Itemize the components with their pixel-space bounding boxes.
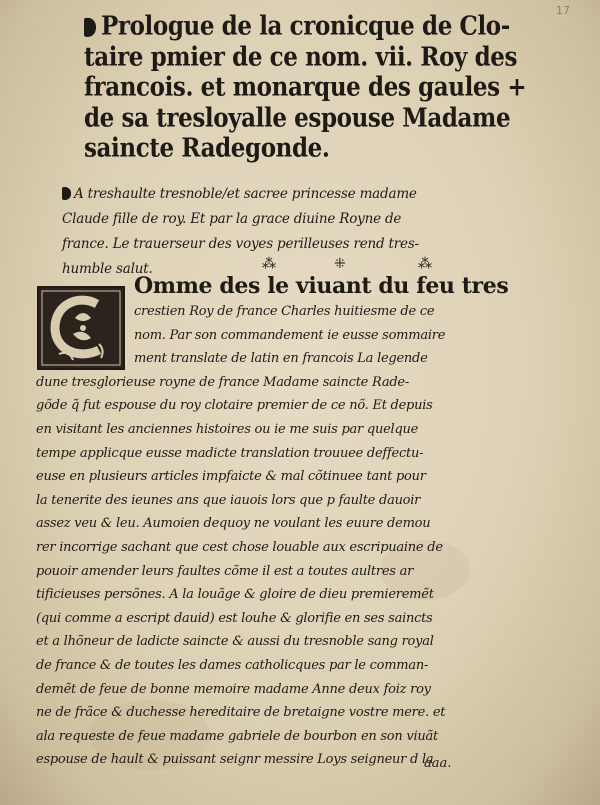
text-line: ment translate de latin en francois La legende <box>134 351 428 367</box>
text-line: en visitant les anciennes histoires ou ie me suis par quelque <box>36 421 419 437</box>
text-line: nom. Par son commandement ie eusse sommaire <box>134 327 446 343</box>
text-line: rer incorrige sachant que cest chose louable aux escripuaine de <box>36 539 443 555</box>
fleuron-icon: ⁂ <box>418 256 432 272</box>
fleuron-icon: ⁜ <box>334 256 346 272</box>
address-line: Claude fille de roy. Et par la grace diuine Royne de <box>62 211 402 227</box>
folio-number: 17 <box>556 4 570 17</box>
text-line: la tenerite des ieunes ans que iauois lors que p faulte dauoir <box>36 492 421 508</box>
address-line: humble salut. <box>62 261 153 277</box>
heading-line: saincte Radegonde. <box>84 133 330 164</box>
chapter-heading <box>84 10 527 164</box>
text-line: espouse de hault & puissant seignr messire Loys seigneur d la <box>36 752 434 768</box>
text-line: gõde q̃ fut espouse du roy clotaire premier de ce nõ. Et depuis <box>36 398 433 414</box>
text-line: assez veu & leu. Aumoien dequoy ne voulant les euure demou <box>36 516 431 532</box>
heading-line: de sa tresloyalle espouse Madame <box>84 102 511 133</box>
text-line: tificieuses persõnes. A la louãge & gloire de dieu premieremẽt <box>36 587 434 603</box>
text-line: de france & de toutes les dames catholicques par le comman- <box>36 657 429 673</box>
heading-line: francois. et monarque des gaules + <box>84 72 527 103</box>
heading-line: taire pmier de ce nom. vii. Roy des <box>84 41 518 72</box>
paragraph-mark-icon <box>62 187 71 200</box>
text-line: ala requeste de feue madame gabriele de bourbon en son viuãt <box>36 728 438 744</box>
heading-line: Prologue de la cronicque de Clo- <box>84 10 524 44</box>
text-line: euse en plusieurs articles impfaicte & mal cõtinuee tant pour <box>36 469 426 485</box>
text-line: ne de frãce & duchesse hereditaire de bretaigne vostre mere. et <box>36 705 446 721</box>
text-line: pouoir amender leurs faultes cõme il est a toutes aultres ar <box>36 563 414 579</box>
text-line: demẽt de feue de bonne memoire madame Anne deux foiz roy <box>36 681 431 697</box>
text-line: et a lhõneur de ladicte saincte & aussi du tresnoble sang royal <box>36 634 434 650</box>
address-line: A treshaulte tresnoble/et sacree princesse madame <box>62 182 512 207</box>
text-line: dune tresglorieuse royne de france Madame saincte Rade- <box>36 374 409 390</box>
address-line: france. Le trauerseur des voyes perilleuses rend tres- <box>62 236 419 252</box>
text-line: (qui comme a escript dauid) est louhe & glorifie en ses saincts <box>36 610 433 626</box>
opening-line: Omme des le viuant du feu tres <box>134 273 509 299</box>
text-line: crestien Roy de france Charles huitiesme de ce <box>134 304 435 319</box>
paragraph-mark-icon <box>84 18 96 37</box>
fleuron-icon: ⁂ <box>262 256 276 272</box>
prologue-text <box>36 300 526 772</box>
catchword: aaa. <box>424 756 452 771</box>
text-line: tempe applicque eusse madicte translation trouuee deffectu- <box>36 445 424 461</box>
dedication-address <box>62 182 512 282</box>
